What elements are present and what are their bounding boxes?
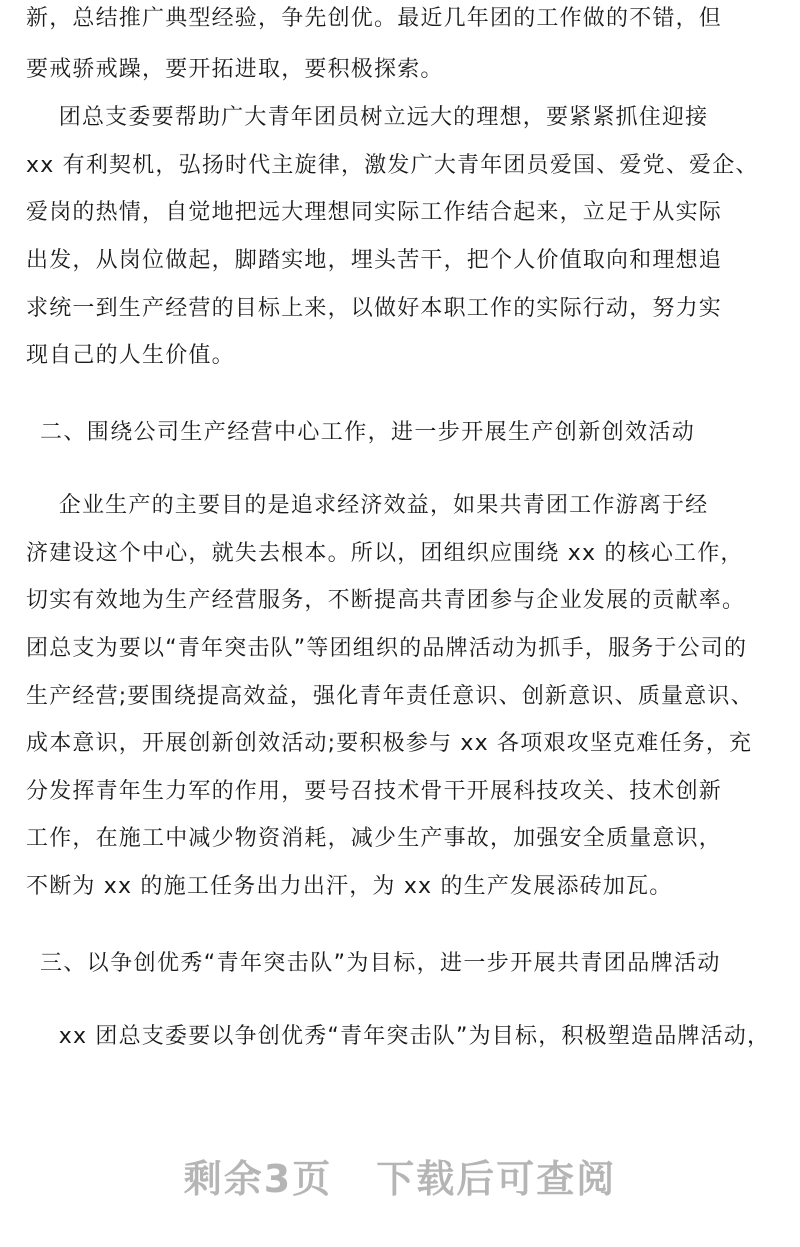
body-line: 不断为 xx 的施工任务出力出汗，为 xx 的生产发展添砖加瓦。 [26, 874, 673, 899]
body-line: 团总支为要以“青年突击队”等团组织的品牌活动为抓手，服务于公司的 [26, 636, 748, 661]
body-line: 求统一到生产经营的目标上来，以做好本职工作的实际行动，努力实 [26, 296, 723, 321]
body-line: xx 团总支委要以争创优秀“青年突击队”为目标，积极塑造品牌活动， [26, 1024, 771, 1049]
remaining-pages-label: 剩余3页 [183, 1157, 333, 1201]
body-line: 工作，在施工中减少物资消耗，减少生产事故，加强安全质量意识， [26, 826, 723, 851]
download-banner[interactable] [0, 1148, 800, 1203]
body-line: 切实有效地为生产经营服务，不断提高共青团参与企业发展的贡献率。 [26, 588, 746, 613]
body-line: 成本意识，开展创新创效活动;要积极参与 xx 各项艰攻坚克难任务，充 [26, 731, 753, 756]
body-line: 新，总结推广典型经验，争先创优。最近几年团的工作做的不错，但 [26, 6, 723, 31]
body-line: 现自己的人生价值。 [26, 343, 235, 368]
body-line: 要戒骄戒躁，要开拓进取，要积极探索。 [26, 57, 444, 82]
body-line: xx 有利契机，弘扬时代主旋律，激发广大青年团员爱国、爱党、爱企、 [26, 153, 759, 178]
body-line: 济建设这个中心，就失去根本。所以，团组织应围绕 xx 的核心工作， [26, 541, 744, 566]
body-line: 分发挥青年生力军的作用，要号召技术骨干开展科技攻关、技术创新 [26, 779, 723, 804]
body-line: 出发，从岗位做起，脚踏实地，埋头苦干，把个人价值取向和理想追 [26, 248, 723, 273]
section-heading-3: 三、以争创优秀“青年突击队”为目标，进一步开展共青团品牌活动 [40, 951, 721, 976]
body-line: 爱岗的热情，自觉地把远大理想同实际工作结合起来，立足于从实际 [26, 200, 723, 225]
download-hint-label: 下载后可查阅 [376, 1157, 617, 1201]
body-line: 团总支委要帮助广大青年团员树立远大的理想，要紧紧抓住迎接 [26, 105, 709, 130]
section-heading-2: 二、围绕公司生产经营中心工作，进一步开展生产创新创效活动 [40, 420, 696, 445]
body-line: 企业生产的主要目的是追求经济效益，如果共青团工作游离于经 [26, 493, 709, 518]
body-line: 生产经营;要围绕提高效益，强化青年责任意识、创新意识、质量意识、 [26, 684, 754, 709]
